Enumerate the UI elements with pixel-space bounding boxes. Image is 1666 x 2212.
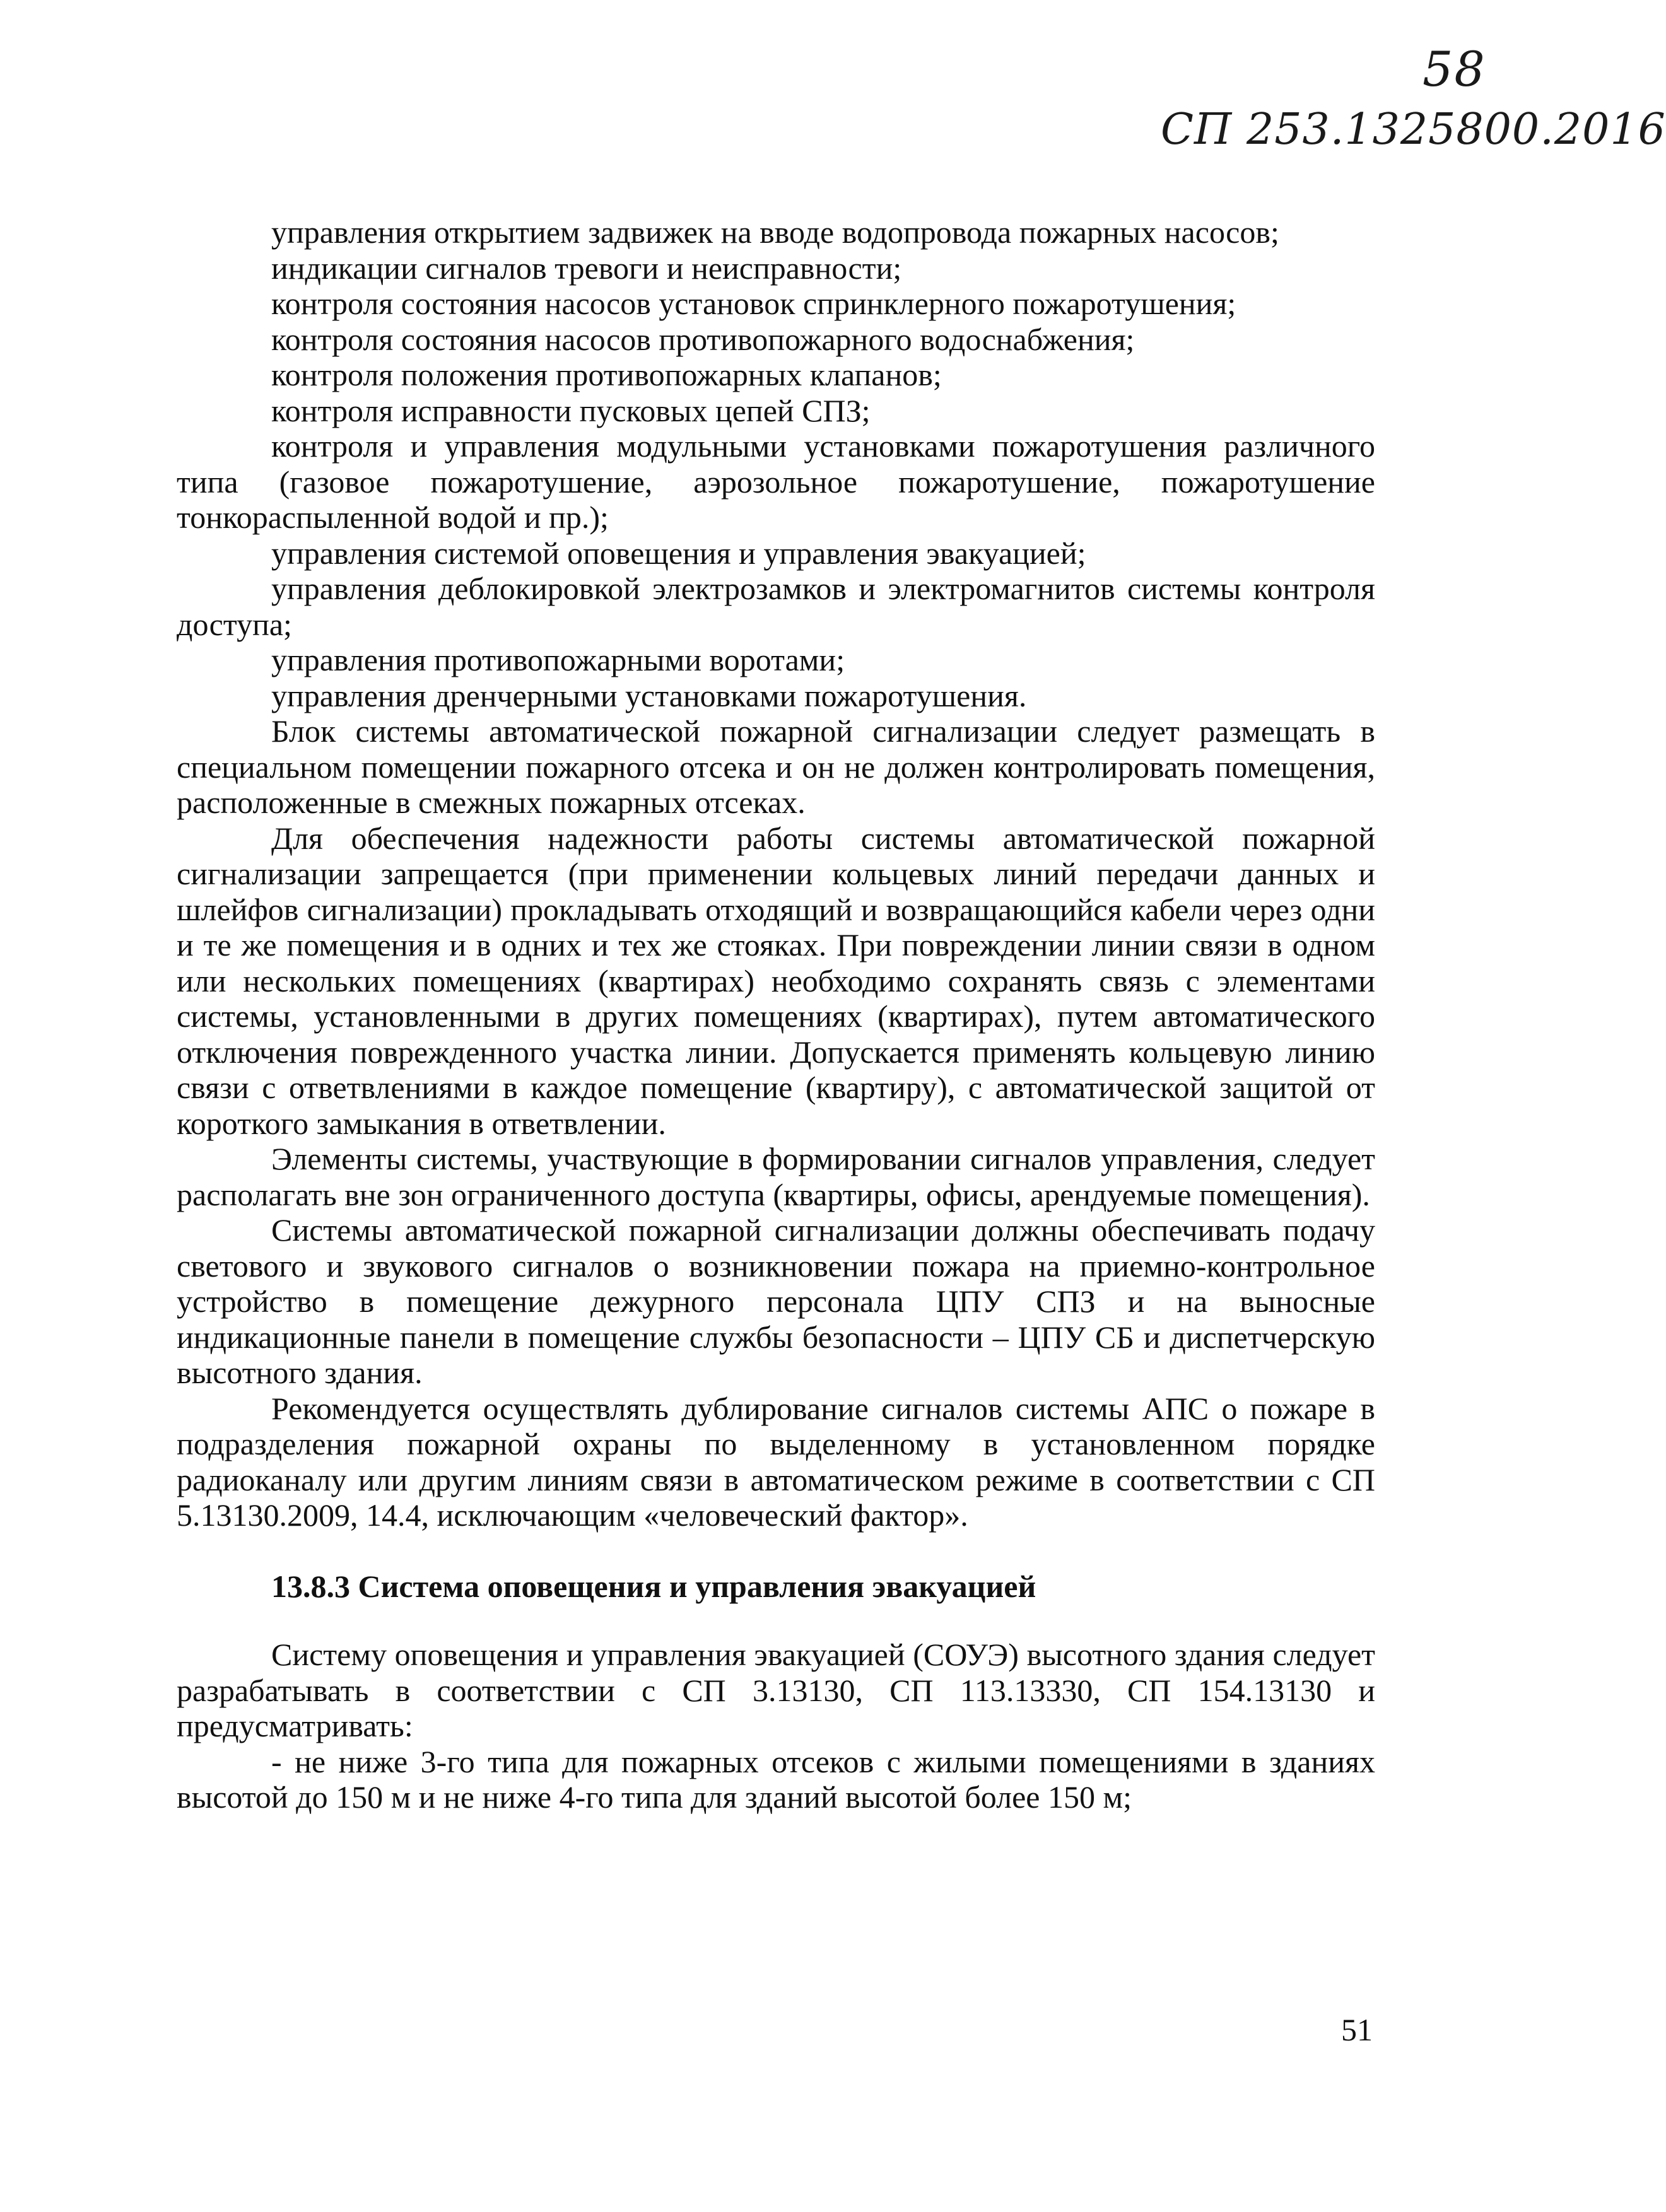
list-item: контроля состояния насосов установок спринклерного пожаротушения;: [271, 286, 1236, 321]
list-item: управления противопожарными воротами;: [271, 642, 845, 677]
handwritten-page-mark: 58: [1423, 41, 1486, 97]
document-body: [177, 214, 1375, 1815]
page-number: 51: [1341, 2012, 1373, 2047]
list-item: управления дренчерными установками пожаротушения.: [271, 677, 1027, 713]
list-item: управления системой оповещения и управления эвакуацией;: [271, 535, 1086, 571]
list-item: контроля исправности пусковых цепей СПЗ;: [271, 392, 871, 428]
body-paragraph: Рекомендуется осуществлять дублирование сигналов системы АПС о пожаре в подразделения пожарной охраны по выделенному в установленном порядке радиоканалу или другим линиям связи в автоматическом режиме в соответствии с СП 5.13130.2009, 14.4, исключающим «человеческий фактор».: [177, 1390, 1375, 1533]
list-item: контроля положения противопожарных клапанов;: [271, 357, 942, 392]
body-paragraph: Элементы системы, участвующие в формировании сигналов управления, следует располагать вне зон ограниченного доступа (квартиры, офисы, арендуемые помещения).: [177, 1141, 1375, 1212]
list-item: управления открытием задвижек на вводе водопровода пожарных насосов;: [271, 214, 1279, 250]
list-item: контроля состояния насосов противопожарного водоснабжения;: [271, 321, 1135, 357]
body-paragraph: Блок системы автоматической пожарной сигнализации следует размещать в специальном помещении пожарного отсека и он не должен контролировать помещения, расположенные в смежных пожарных отсеках.: [177, 713, 1375, 820]
body-paragraph: Систему оповещения и управления эвакуацией (СОУЭ) высотного здания следует разрабатывать в соответствии с СП 3.13130, СП 113.13330, СП 154.13130 и предусматривать:: [177, 1637, 1375, 1743]
list-item: контроля и управления модульными установками пожаротушения различного типа (газовое пожаротушение, аэрозольное пожаротушение, пожаротушение тонкораспыленной водой и пр.);: [177, 428, 1375, 535]
list-item: управления деблокировкой электрозамков и электромагнитов системы контроля доступа;: [177, 571, 1375, 642]
section-heading: 13.8.3 Система оповещения и управления эвакуацией: [271, 1568, 1036, 1604]
handwritten-document-code: СП 253.1325800.2016: [1161, 105, 1666, 155]
list-item: индикации сигналов тревоги и неисправности;: [271, 250, 902, 286]
list-item: - не ниже 3-го типа для пожарных отсеков с жилыми помещениями в зданиях высотой до 150 м и не ниже 4-го типа для зданий высотой более 150 м;: [177, 1743, 1375, 1815]
body-paragraph: Для обеспечения надежности работы системы автоматической пожарной сигнализации запрещается (при применении кольцевых линий передачи данных и шлейфов сигнализации) прокладывать отходящий и возвращающийся кабели через одни и те же помещения и в одних и тех же стояках. При повреждении линии связи в одном или нескольких помещениях (квартирах) необходимо сохранять связь с элементами системы, установленными в других помещениях (квартирах), путем автоматического отключения поврежденного участка линии. Допускается применять кольцевую линию связи с ответвлениями в каждое помещение (квартиру), с автоматической защитой от короткого замыкания в ответвлении.: [177, 820, 1375, 1141]
body-paragraph: Системы автоматической пожарной сигнализации должны обеспечивать подачу светового и звукового сигналов о возникновении пожара на приемно-контрольное устройство в помещение дежурного персонала ЦПУ СПЗ и на выносные индикационные панели в помещение службы безопасности – ЦПУ СБ и диспетчерскую высотного здания.: [177, 1212, 1375, 1390]
